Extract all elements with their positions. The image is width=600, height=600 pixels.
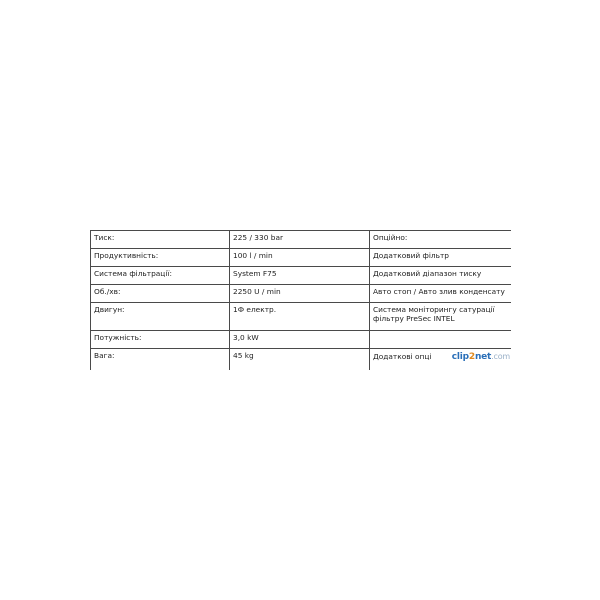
value-cell: 100 l / min (230, 249, 370, 267)
value-cell: 225 / 330 bar (230, 231, 370, 249)
option-cell (370, 349, 512, 371)
param-cell: Об./хв: (91, 285, 230, 303)
param-cell: Система фільтрації: (91, 267, 230, 285)
value-cell: 45 kg (230, 349, 370, 371)
value-cell: 3,0 kW (230, 331, 370, 349)
value-cell: 1Ф електр. (230, 303, 370, 331)
table-row (91, 285, 512, 303)
spec-table-container (90, 230, 511, 370)
option-cell: Додатковий діапазон тиску (370, 267, 512, 285)
param-cell: Продуктивність: (91, 249, 230, 267)
watermark-part-2: 2 (468, 352, 475, 362)
table-row (91, 249, 512, 267)
table-row (91, 303, 512, 331)
watermark-part-net: net (474, 352, 492, 362)
param-cell: Вага: (91, 349, 230, 371)
spec-table (90, 230, 511, 370)
option-cell: Опційно: (370, 231, 512, 249)
table-row (91, 231, 512, 249)
watermark-part-clip: clip (451, 352, 469, 362)
watermark-part-com: .com (491, 352, 510, 361)
table-row (91, 331, 512, 349)
option-cell (370, 331, 512, 349)
option-cell-content (373, 352, 508, 363)
value-cell: System F75 (230, 267, 370, 285)
table-row (91, 349, 512, 371)
option-text: Додаткові опці (373, 351, 432, 361)
param-cell: Потужність: (91, 331, 230, 349)
option-cell: Додатковий фільтр (370, 249, 512, 267)
clip2net-watermark (452, 352, 510, 363)
param-cell: Тиск: (91, 231, 230, 249)
option-cell: Авто стоп / Авто злив конденсату (370, 285, 512, 303)
option-cell: Система моніторингу сатурації фільтру PreSec INTEL (370, 303, 512, 331)
table-row (91, 267, 512, 285)
param-cell: Двигун: (91, 303, 230, 331)
value-cell: 2250 U / min (230, 285, 370, 303)
